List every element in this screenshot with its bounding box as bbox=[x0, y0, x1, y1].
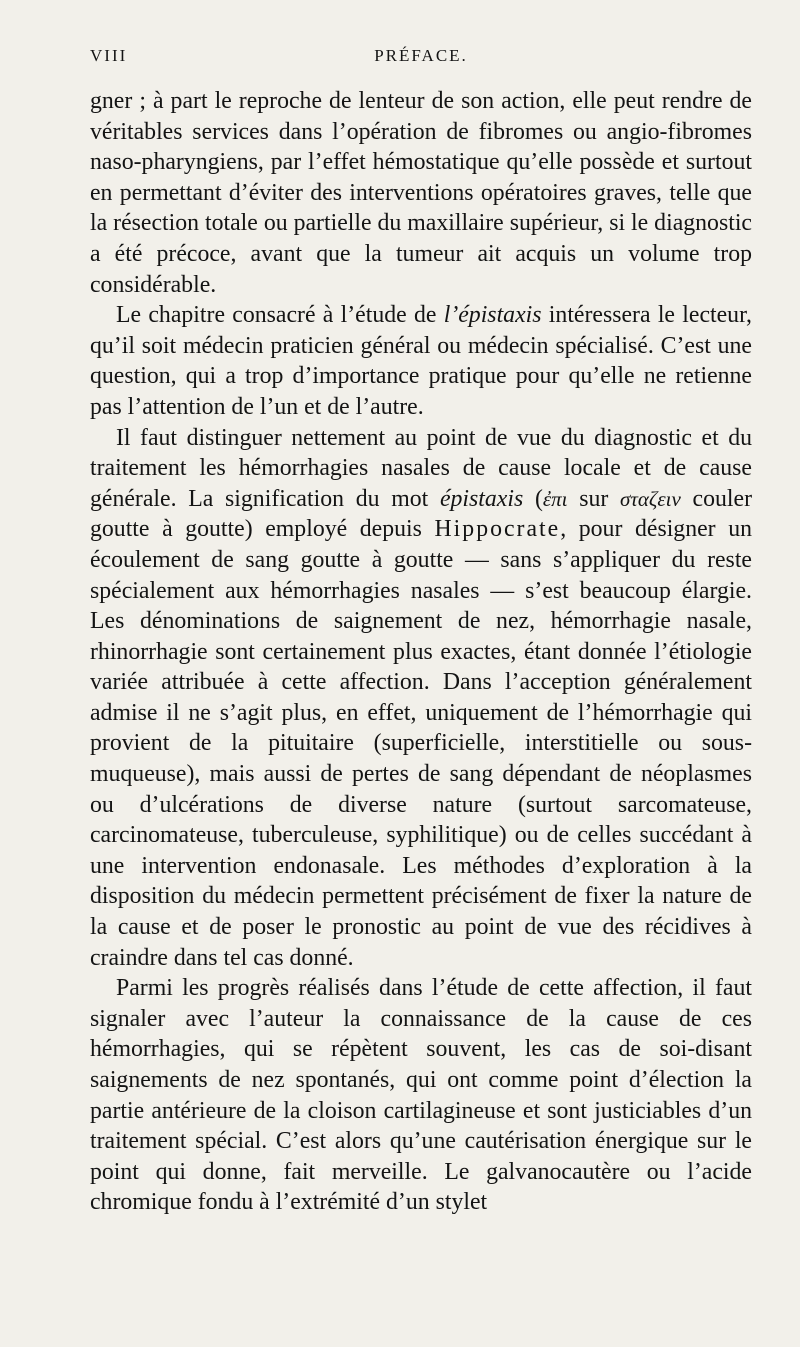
running-title: PRÉFACE. bbox=[374, 46, 468, 65]
paragraph-2-text-a: Le chapitre consacré à l’étude de bbox=[116, 302, 444, 329]
paragraph-3-text-e: , pour désigner un écoulement de sang goutte à goutte — sans s’appliquer du reste spécialement aux hémorrhagies nasales — s’est beaucoup élargie. Les dénominations de saignement de nez, hémorrhagie nasale, rhinorrhagie sont certainement plus exactes, étant donnée l’étiologie variée attribuée à cette affection. Dans l’acception généralement admise il ne s’agit plus, en effet, uniquement de l’hémorrhagie qui provient de la pituitaire (superficielle, interstitielle ou sous-muqueuse), mais aussi de pertes de sang dépendant de néoplasmes ou d’ulcérations de diverse nature (surtout sarcomateuse, carcinomateuse, tuberculeuse, syphilitique) ou de celles succédant à une intervention endonasale. Les méthodes d’exploration à la disposition du médecin permettent précisément de fixer la nature de la cause et de poser le pronostic au point de vue des récidives à craindre dans tel cas donné. bbox=[90, 516, 752, 971]
paragraph-3 bbox=[90, 423, 752, 974]
body-text bbox=[90, 86, 752, 1218]
paragraph-3-text-d: couler goutte à goutte) employé depuis bbox=[90, 485, 753, 543]
paragraph-3-text-a: Il faut distinguer nettement au point de vue du diagnostic et du traitement les hémorrhagies nasales de cause locale et de cause générale. La signification du mot bbox=[90, 424, 752, 512]
paragraph-4-text: Parmi les progrès réalisés dans l’étude de cette affection, il faut signaler avec l’auteur la connaissance de la cause de ces hémorrhagies, qui se répètent souvent, les cas de soi-disant saignements de nez spontanés, qui ont comme point d’élection la partie antérieure de la cloison cartilagineuse et sont justiciables d’un traitement spécial. C’est alors qu’une cautérisation énergique sur le point qui donne, fait merveille. Le galvanocautère ou l’acide chromique fondu à l’extrémité d’un stylet bbox=[90, 975, 752, 1216]
paragraph-1 bbox=[90, 86, 752, 300]
greek-word-epi: ἐπι bbox=[542, 486, 568, 511]
paragraph-4 bbox=[90, 973, 752, 1218]
running-head bbox=[90, 46, 752, 76]
paragraph-3-text-c: sur bbox=[567, 485, 621, 512]
paragraph-3-text-b: ( bbox=[523, 485, 543, 512]
paragraph-2-text-b: intéressera le lecteur, qu’il soit médecin praticien général ou médecin spécialisé. C’est une question, qui a trop d’importance pratique pour qu’elle ne retienne pas l’attention de l’un et de l’autre. bbox=[90, 302, 752, 420]
page-number: VIII bbox=[90, 46, 128, 65]
name-hippocrate: Hippocrate bbox=[434, 516, 561, 543]
paragraph-2 bbox=[90, 300, 752, 422]
italic-term-epistaxis: l’épistaxis bbox=[443, 302, 542, 329]
paragraph-1-text: gner ; à part le reproche de lenteur de son action, elle peut rendre de véritables services dans l’opération de fibromes ou angio-fibromes naso-pharyngiens, par l’effet hémostatique qu’elle possède et surtout en permettant d’éviter des interventions opératoires graves, telle que la résection totale ou partielle du maxillaire supérieur, si le diagnostic a été précoce, avant que la tumeur ait acquis un volume trop considérable. bbox=[90, 88, 752, 298]
italic-term-epistaxis-word: épistaxis bbox=[439, 485, 524, 512]
greek-word-stazein: σταζειν bbox=[620, 486, 681, 511]
